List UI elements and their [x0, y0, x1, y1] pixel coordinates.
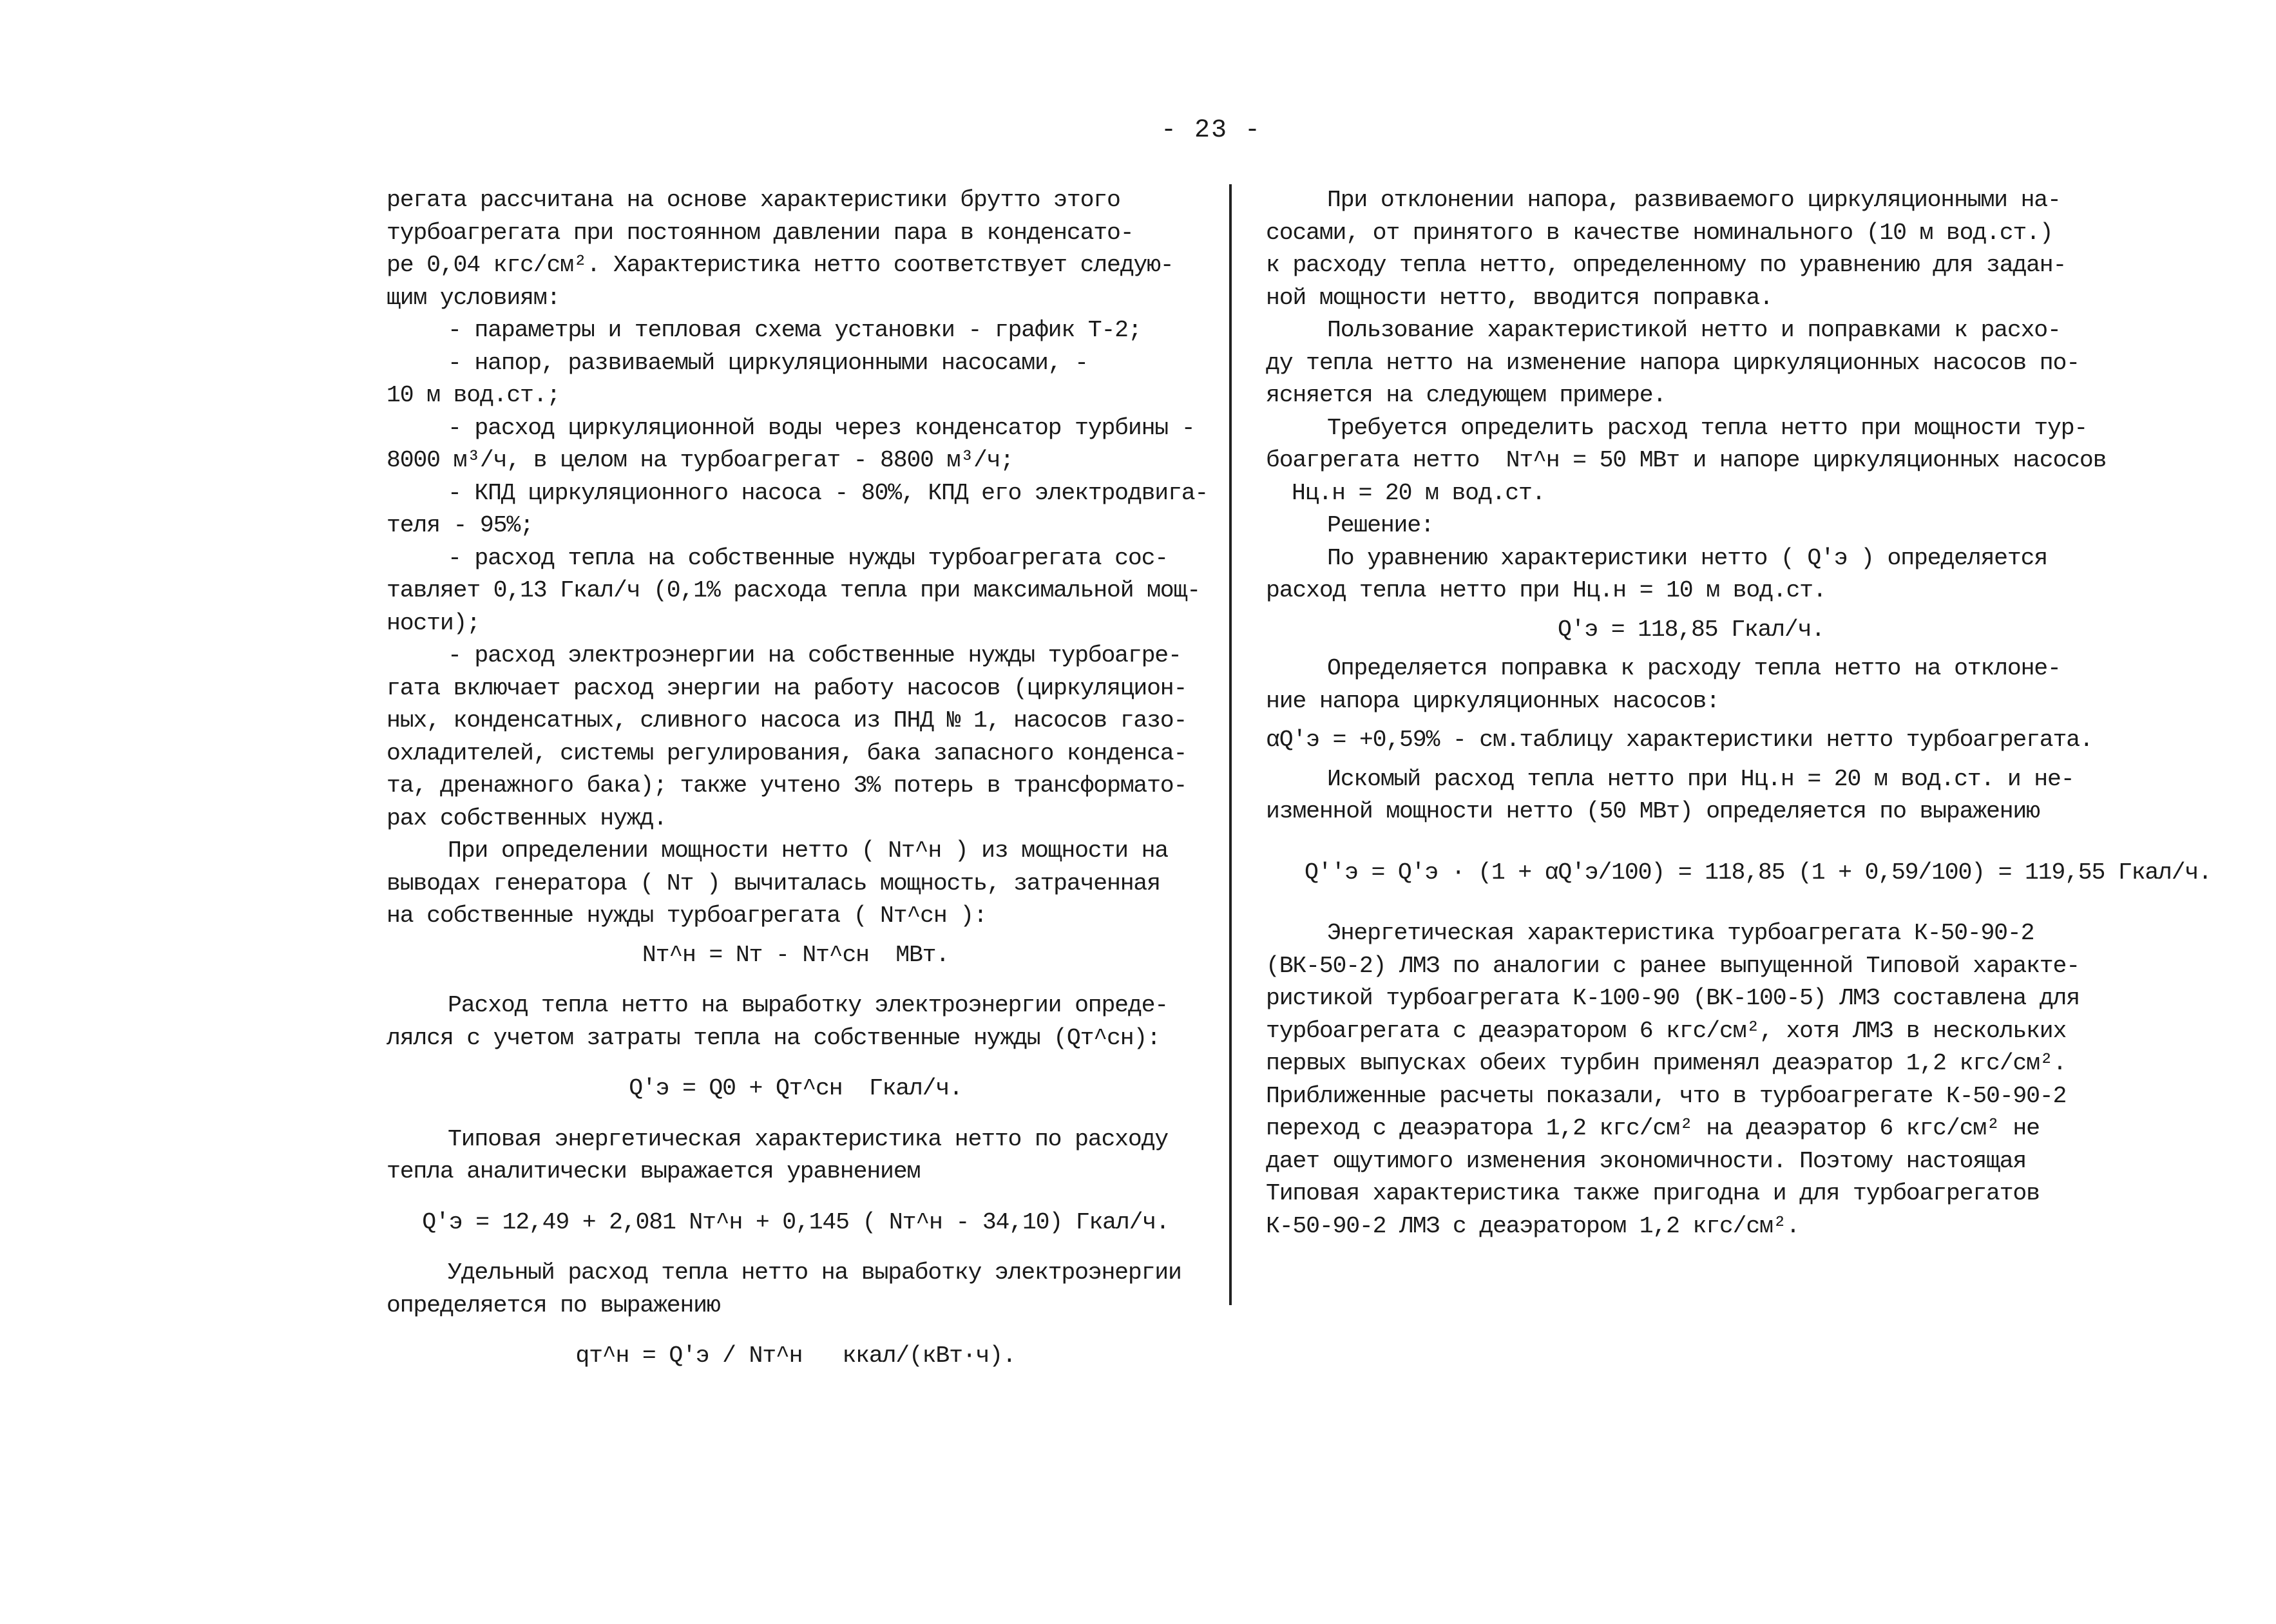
- text-line: ной мощности нетто, вводится поправка.: [1266, 284, 1773, 311]
- text-line: тепла аналитически выражается уравнением: [387, 1158, 921, 1185]
- text-line: При отклонении напора, развиваемого циркуляционными на-: [1327, 187, 2061, 213]
- text-line: - расход циркуляционной воды через конденсатор турбины -: [448, 414, 1195, 441]
- text-line: охладителей, системы регулирования, бака запасного конденса-: [387, 740, 1187, 767]
- text-line: Типовая энергетическая характеристика нетто по расходу: [448, 1125, 1168, 1152]
- text-line: К-50-90-2 ЛМЗ с деаэратором 1,2 кгс/см².: [1266, 1212, 1800, 1239]
- text-line: - напор, развиваемый циркуляционными насосами, -: [448, 349, 1088, 376]
- text-line: Приближенные расчеты показали, что в турбоагрегате К-50-90-2: [1266, 1082, 2067, 1109]
- text-line: Типовая характеристика также пригодна и для турбоагрегатов: [1266, 1180, 2040, 1207]
- text-line: (ВК-50-2) ЛМЗ по аналогии с ранее выпущенной Типовой характе-: [1266, 952, 2080, 979]
- text-line: ду тепла нетто на изменение напора циркуляционных насосов по-: [1266, 349, 2080, 376]
- text-line: переход с деаэратора 1,2 кгс/см² на деаэратор 6 кгс/см² не: [1266, 1115, 2040, 1142]
- formula-correction: αQ'э = +0,59% - см.таблицу характеристики нетто турбоагрегата.: [1266, 727, 2093, 753]
- text-line: турбоагрегата при постоянном давлении пара в конденсато-: [387, 219, 1134, 246]
- text-line: к расходу тепла нетто, определенному по уравнению для задан-: [1266, 252, 2067, 278]
- text-line: изменной мощности нетто (50 МВт) определяется по выражению: [1266, 798, 2040, 825]
- text-line: тавляет 0,13 Гкал/ч (0,1% расхода тепла при максимальной мощ-: [387, 577, 1200, 604]
- text-line: По уравнению характеристики нетто ( Q'э ) определяется: [1327, 544, 2047, 571]
- text-line: выводах генератора ( Nт ) вычиталась мощность, затраченная: [387, 870, 1160, 897]
- text-line: Удельный расход тепла нетто на выработку электроэнергии: [448, 1259, 1181, 1286]
- text-line: ре 0,04 кгс/см². Характеристика нетто соответствует следую-: [387, 252, 1174, 278]
- text-line: 10 м вод.ст.;: [387, 382, 560, 408]
- text-line: - расход электроэнергии на собственные нужды турбоагре-: [448, 642, 1181, 669]
- text-line: щим условиям:: [387, 284, 560, 311]
- text-line: - параметры и тепловая схема установки - график Т-2;: [448, 317, 1142, 343]
- text-line: ясняется на следующем примере.: [1266, 382, 1667, 408]
- text-line: теля - 95%;: [387, 512, 533, 539]
- text-line: боагрегата нетто Nт^н = 50 МВт и напоре циркуляционных насосов: [1266, 447, 2107, 473]
- column-divider: [1229, 184, 1232, 1305]
- formula-heat-value: Q'э = 118,85 Гкал/ч.: [1557, 616, 1825, 643]
- text-line: Пользование характеристикой нетто и поправками к расхо-: [1327, 317, 2061, 343]
- text-line: регата рассчитана на основе характеристики брутто этого: [387, 187, 1120, 213]
- text-line: - КПД циркуляционного насоса - 80%, КПД его электродвига-: [448, 479, 1209, 506]
- text-line: ристикой турбоагрегата К-100-90 (ВК-100-5) ЛМЗ составлена для: [1266, 985, 2080, 1011]
- right-column: [1266, 184, 2212, 1243]
- text-line: на собственные нужды турбоагрегата ( Nт^сн ):: [387, 903, 987, 929]
- text-line: Hц.н = 20 м вод.ст.: [1292, 479, 1545, 506]
- formula-specific-heat-rate: qт^н = Q'э / Nт^н ккал/(кВт·ч).: [575, 1342, 1016, 1369]
- text-line: та, дренажного бака); также учтено 3% потерь в трансформато-: [387, 772, 1187, 799]
- text-line: ных, конденсатных, сливного насоса из ПНД № 1, насосов газо-: [387, 707, 1187, 734]
- page-number: - 23 -: [1160, 116, 1262, 145]
- text-line: Определяется поправка к расходу тепла нетто на отклоне-: [1327, 655, 2061, 682]
- text-line: лялся с учетом затраты тепла на собственные нужды (Qт^сн):: [387, 1024, 1160, 1051]
- formula-characteristic-equation: Q'э = 12,49 + 2,081 Nт^н + 0,145 ( Nт^н - 34,10) Гкал/ч.: [422, 1208, 1169, 1236]
- text-line: ние напора циркуляционных насосов:: [1266, 687, 1719, 714]
- text-line: расход тепла нетто при Hц.н = 10 м вод.ст.: [1266, 577, 1826, 604]
- text-line: рах собственных нужд.: [387, 805, 667, 832]
- text-line: гата включает расход энергии на работу насосов (циркуляцион-: [387, 674, 1187, 702]
- formula-corrected-heat: Q''э = Q'э · (1 + αQ'э/100) = 118,85 (1 + 0,59/100) = 119,55 Гкал/ч.: [1305, 859, 2212, 886]
- text-line: Требуется определить расход тепла нетто при мощности тур-: [1327, 414, 2088, 441]
- text-line: - расход тепла на собственные нужды турбоагрегата сос-: [448, 544, 1168, 571]
- text-line: Энергетическая характеристика турбоагрегата К-50-90-2: [1327, 920, 2034, 946]
- text-line: Искомый расход тепла нетто при Hц.н = 20 м вод.ст. и не-: [1327, 765, 2074, 792]
- text-line: турбоагрегата с деаэратором 6 кгс/см², хотя ЛМЗ в нескольких: [1266, 1017, 2067, 1044]
- text-line: определяется по выражению: [387, 1292, 720, 1319]
- left-column: [387, 184, 1209, 1373]
- text-line: При определении мощности нетто ( Nт^н ) из мощности на: [448, 837, 1168, 864]
- text-line: первых выпусках обеих турбин применял деаэратор 1,2 кгс/см².: [1266, 1050, 2067, 1076]
- text-line: Решение:: [1327, 512, 1434, 539]
- text-line: ности);: [387, 609, 480, 636]
- text-line: Расход тепла нетто на выработку электроэнергии опреде-: [448, 992, 1168, 1018]
- formula-net-power: Nт^н = Nт - Nт^сн МВт.: [642, 941, 950, 968]
- text-line: 8000 м³/ч, в целом на турбоагрегат - 8800 м³/ч;: [387, 447, 1014, 473]
- text-line: дает ощутимого изменения экономичности. Поэтому настоящая: [1266, 1147, 2027, 1174]
- text-line: сосами, от принятого в качестве номинального (10 м вод.ст.): [1266, 219, 2053, 246]
- formula-heat-consumption: Q'э = Q0 + Qт^сн Гкал/ч.: [629, 1075, 962, 1102]
